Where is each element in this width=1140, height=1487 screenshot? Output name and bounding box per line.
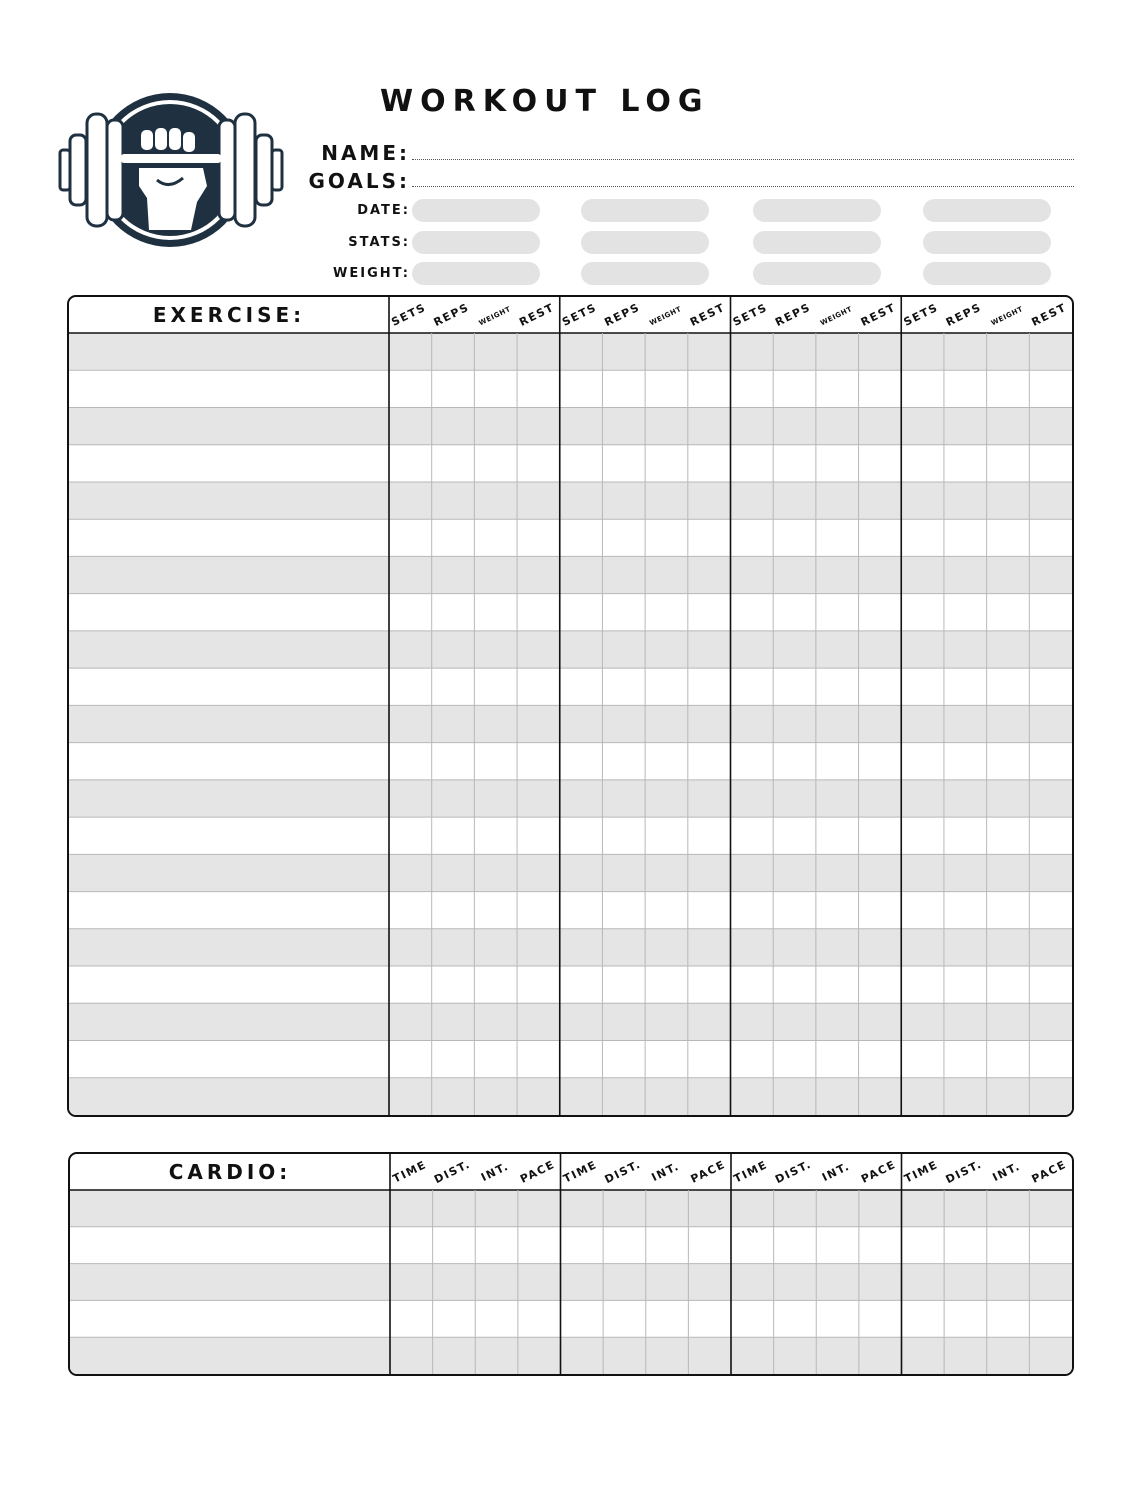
goals-field[interactable] bbox=[412, 186, 1074, 187]
exercise-col-reps: REPS bbox=[943, 300, 984, 330]
date-label: DATE: bbox=[357, 203, 410, 218]
stats-field-3[interactable] bbox=[753, 231, 881, 254]
cardio-row[interactable] bbox=[70, 1264, 1072, 1301]
weight-label: WEIGHT: bbox=[333, 266, 410, 281]
exercise-row[interactable] bbox=[69, 1078, 1072, 1115]
exercise-col-reps: REPS bbox=[773, 300, 813, 330]
exercise-row[interactable] bbox=[69, 929, 1072, 966]
exercise-col-reps: REPS bbox=[602, 300, 643, 330]
cardio-col-int: INT. bbox=[990, 1159, 1023, 1185]
cardio-col-dist: DIST. bbox=[943, 1157, 985, 1187]
exercise-row[interactable] bbox=[69, 445, 1072, 482]
exercise-row[interactable] bbox=[69, 780, 1072, 817]
cardio-header-label: CARDIO: bbox=[168, 1160, 292, 1184]
exercise-col-weight: WEIGHT bbox=[648, 305, 683, 328]
cardio-col-int: INT. bbox=[649, 1159, 682, 1185]
cardio-row[interactable] bbox=[70, 1300, 1072, 1337]
exercise-row[interactable] bbox=[69, 854, 1072, 891]
weight-field-3[interactable] bbox=[753, 262, 881, 285]
exercise-col-sets: SETS bbox=[560, 300, 599, 329]
weight-field-4[interactable] bbox=[923, 262, 1051, 285]
exercise-row[interactable] bbox=[69, 743, 1072, 780]
date-field-1[interactable] bbox=[412, 199, 540, 222]
goals-label: GOALS: bbox=[308, 169, 410, 193]
exercise-col-sets: SETS bbox=[901, 300, 941, 329]
exercise-row[interactable] bbox=[69, 892, 1072, 929]
exercise-row[interactable] bbox=[69, 966, 1072, 1003]
exercise-col-rest: REST bbox=[687, 300, 728, 329]
exercise-col-sets: SETS bbox=[389, 300, 429, 329]
stats-field-2[interactable] bbox=[581, 231, 709, 254]
page-title: WORKOUT LOG bbox=[380, 84, 710, 119]
cardio-col-time: TIME bbox=[390, 1158, 429, 1186]
date-field-2[interactable] bbox=[581, 199, 709, 222]
exercise-col-weight: WEIGHT bbox=[477, 305, 513, 328]
cardio-col-time: TIME bbox=[561, 1158, 600, 1186]
exercise-row[interactable] bbox=[69, 407, 1072, 444]
cardio-col-pace: PACE bbox=[1029, 1157, 1069, 1186]
cardio-col-time: TIME bbox=[731, 1158, 770, 1186]
stats-field-4[interactable] bbox=[923, 231, 1051, 254]
stats-field-1[interactable] bbox=[412, 231, 540, 254]
cardio-col-dist: DIST. bbox=[432, 1157, 473, 1187]
cardio-table bbox=[68, 1152, 1074, 1376]
exercise-row[interactable] bbox=[69, 705, 1072, 742]
exercise-col-rest: REST bbox=[517, 300, 557, 329]
exercise-row[interactable] bbox=[69, 631, 1072, 668]
exercise-col-sets: SETS bbox=[730, 300, 770, 329]
exercise-header-label: EXERCISE: bbox=[152, 303, 306, 327]
date-field-4[interactable] bbox=[923, 199, 1051, 222]
exercise-row[interactable] bbox=[69, 333, 1072, 370]
exercise-row[interactable] bbox=[69, 1041, 1072, 1078]
cardio-col-pace: PACE bbox=[518, 1157, 558, 1186]
cardio-grid bbox=[70, 1154, 1072, 1374]
exercise-row[interactable] bbox=[69, 817, 1072, 854]
cardio-row[interactable] bbox=[70, 1337, 1072, 1374]
cardio-col-pace: PACE bbox=[859, 1157, 899, 1186]
exercise-col-reps: REPS bbox=[431, 300, 472, 330]
exercise-row[interactable] bbox=[69, 482, 1072, 519]
cardio-col-int: INT. bbox=[479, 1159, 512, 1185]
stats-label: STATS: bbox=[348, 235, 410, 250]
exercise-grid bbox=[69, 297, 1072, 1115]
exercise-table bbox=[67, 295, 1074, 1117]
exercise-row[interactable] bbox=[69, 1003, 1072, 1040]
date-field-3[interactable] bbox=[753, 199, 881, 222]
cardio-col-pace: PACE bbox=[688, 1157, 728, 1186]
exercise-row[interactable] bbox=[69, 556, 1072, 593]
cardio-row[interactable] bbox=[70, 1190, 1072, 1227]
exercise-col-rest: REST bbox=[1029, 300, 1069, 329]
exercise-col-weight: WEIGHT bbox=[819, 305, 854, 328]
exercise-row[interactable] bbox=[69, 594, 1072, 631]
cardio-col-time: TIME bbox=[902, 1158, 941, 1186]
exercise-col-weight: WEIGHT bbox=[989, 305, 1025, 328]
cardio-col-dist: DIST. bbox=[602, 1157, 644, 1187]
cardio-col-int: INT. bbox=[820, 1159, 853, 1185]
exercise-row[interactable] bbox=[69, 668, 1072, 705]
weight-field-2[interactable] bbox=[581, 262, 709, 285]
cardio-row[interactable] bbox=[70, 1227, 1072, 1264]
cardio-col-dist: DIST. bbox=[773, 1157, 814, 1187]
weight-field-1[interactable] bbox=[412, 262, 540, 285]
exercise-row[interactable] bbox=[69, 370, 1072, 407]
exercise-col-rest: REST bbox=[858, 300, 899, 329]
name-label: NAME: bbox=[321, 141, 410, 165]
name-field[interactable] bbox=[412, 159, 1074, 160]
exercise-row[interactable] bbox=[69, 519, 1072, 556]
dumbbell-fist-icon bbox=[57, 90, 285, 250]
